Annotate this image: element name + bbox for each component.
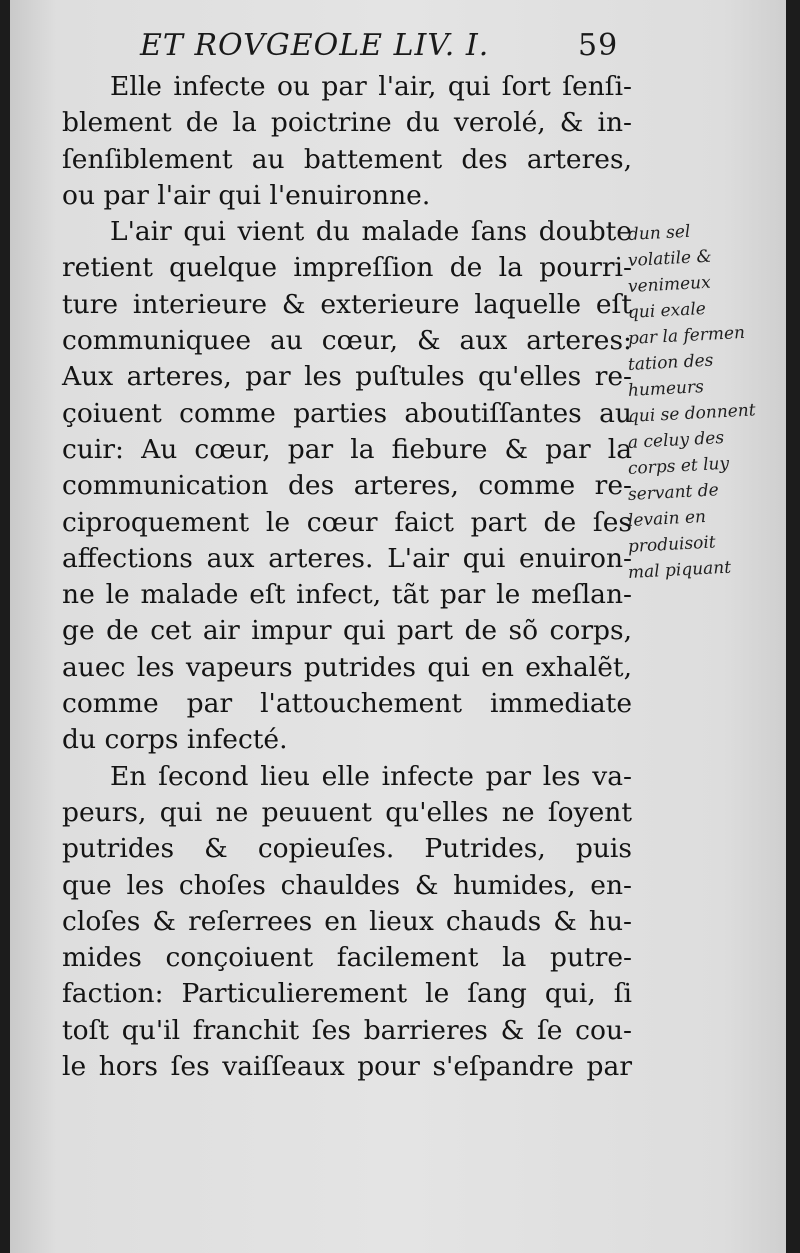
text-line: auec les vapeurs putrides qui en exhalẽt, [62, 651, 632, 683]
text-line: L'air qui vient du malade ſans doubte [110, 216, 632, 248]
text-line: le hors ſes vaiſſeaux pour s'eſpandre par [62, 1051, 632, 1083]
text-line: cuir: Au cœur, par la fiebure & par la [62, 433, 632, 465]
text-line: blement de la poictrine du verolé, & in- [62, 107, 632, 139]
text-line: En ſecond lieu elle infecte par les va- [110, 760, 632, 792]
text-line: Aux arteres, par les puſtules qu'elles re- [62, 361, 632, 393]
body-text [62, 69, 632, 1085]
text-line: ou par l'air qui l'enuironne. [62, 179, 431, 211]
text-line: cloſes & reſerrees en lieux chauds & hu- [62, 905, 632, 937]
margin-note-line: qui se donnent [627, 400, 757, 427]
text-line: toſt qu'il franchit ſes barrieres & ſe cou- [62, 1014, 632, 1046]
page-number: 59 [578, 28, 619, 63]
text-line: peurs, qui ne peuuent qu'elles ne ſoyent [62, 796, 632, 828]
text-line: communiquee au cœur, & aux arteres: [62, 325, 632, 357]
text-line: ture interieure & exterieure laquelle eſt [62, 288, 632, 320]
margin-note-line: humeurs [627, 377, 705, 401]
margin-note-line: mal piquant [627, 557, 732, 583]
text-line: comme par l'attouchement immediate [62, 688, 632, 720]
margin-note-line: levain en [627, 506, 707, 531]
text-line: çoiuent comme parties aboutiſſantes au [62, 397, 632, 429]
margin-note-line: servant de [627, 480, 720, 505]
margin-note-line: corps et luy [627, 453, 730, 479]
margin-note-line: venimeux [627, 272, 712, 297]
text-line: affections aux arteres. L'air qui enuiron- [62, 542, 632, 574]
margin-note-line: volatile & [627, 246, 713, 271]
text-line: ſenſiblement au battement des arteres, [62, 143, 632, 175]
text-line: que les choſes chauldes & humides, en- [62, 869, 632, 901]
text-line: faction: Particulierement le ſang qui, ſi [62, 978, 632, 1010]
margin-note-line: produisoit [627, 532, 717, 557]
text-line: du corps infecté. [62, 724, 288, 756]
margin-note-line: qui exale [627, 298, 707, 323]
running-header [140, 28, 640, 68]
handwritten-margin-note [628, 222, 786, 586]
margin-note-line: a celuy des [627, 427, 725, 453]
margin-note-line: dun sel [627, 221, 691, 245]
text-line: Elle infecte ou par l'air, qui ſort ſenſi- [110, 71, 632, 102]
text-line: ciproquement le cœur faict part de ſes [62, 506, 632, 538]
text-line: ne le malade eſt infect, tãt par le meſlan- [62, 579, 632, 611]
text-line: mides conçoiuent facilement la putre- [62, 942, 632, 974]
margin-note-line: tation des [627, 350, 714, 375]
text-line: putrides & copieuſes. Putrides, puis [62, 833, 632, 865]
book-page [10, 0, 786, 1253]
margin-note-line: par la fermen [627, 322, 746, 349]
text-line: communication des arteres, comme re- [62, 470, 632, 502]
text-line: retient quelque impreſſion de la pourri- [62, 252, 632, 284]
text-line: ge de cet air impur qui part de sõ corps, [62, 615, 632, 647]
running-title: ET ROVGEOLE LIV. I. [140, 28, 490, 63]
